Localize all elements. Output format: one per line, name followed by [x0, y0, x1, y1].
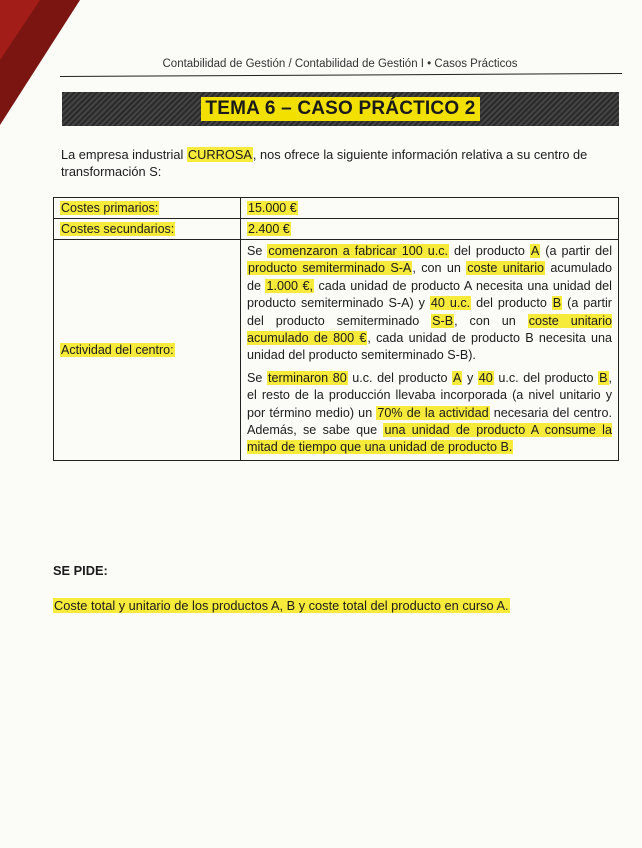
- activity-paragraph-1: [247, 243, 612, 365]
- page-title: TEMA 6 – CASO PRÁCTICO 2: [201, 97, 479, 121]
- secundarios-label-cell: [54, 219, 241, 240]
- actividad-label: Actividad del centro:: [61, 342, 174, 357]
- table-row: [54, 198, 619, 219]
- highlight: 70% de la actividad: [377, 405, 489, 420]
- text: del producto: [449, 244, 530, 258]
- text: necesaria del centro. Además, se sabe que: [247, 405, 612, 438]
- intro-text-end: , nos ofrece la siguiente información relativa a su centro de transformación S:: [61, 147, 588, 179]
- text: , el resto de la producción llevaba incorporada (a nivel unitario y por término medio) un: [247, 370, 613, 420]
- text: acumulado de: [247, 261, 613, 293]
- text: y: [462, 370, 478, 385]
- primarios-value: 15.000 €: [248, 201, 297, 215]
- actividad-description-cell: [241, 240, 619, 461]
- request-highlight: Coste total y unitario de los productos A, B y coste total del producto en curso A.: [54, 598, 509, 613]
- highlight: A: [530, 244, 540, 258]
- highlight: B: [599, 370, 608, 385]
- text: u.c. del producto: [493, 370, 599, 385]
- header-rule: [60, 73, 622, 77]
- highlight: coste unitario acumulado de 800 €: [247, 313, 613, 346]
- highlight: S-B: [432, 313, 454, 328]
- actividad-label-cell: [54, 240, 241, 461]
- text: , con un: [454, 313, 528, 328]
- text: (a partir del producto semiterminado: [247, 296, 612, 328]
- highlight: coste unitario: [467, 261, 545, 276]
- text: del producto: [471, 296, 552, 311]
- info-table: [53, 197, 619, 461]
- text: Se: [247, 370, 267, 385]
- secundarios-label: Costes secundarios:: [61, 222, 175, 236]
- highlight: 40 u.c.: [430, 296, 471, 311]
- activity-paragraph-2: [247, 370, 612, 457]
- text: u.c. del producto: [347, 370, 452, 385]
- table-row: [54, 219, 619, 240]
- text: (a partir del: [540, 244, 612, 258]
- highlight: terminaron 80: [267, 370, 347, 385]
- text: , cada unidad de producto B necesita una unidad del producto semiterminado S-B).: [247, 331, 612, 363]
- highlight: A: [453, 370, 462, 385]
- intro-text: La empresa industrial: [61, 147, 187, 162]
- intro-paragraph: [61, 146, 621, 180]
- secundarios-value-cell: [241, 219, 619, 240]
- corner-decoration-inner: [0, 0, 40, 60]
- running-header: Contabilidad de Gestión / Contabilidad de Gestión I • Casos Prácticos: [162, 58, 518, 70]
- company-name: CURROSA: [187, 147, 252, 162]
- highlight: comenzaron a fabricar 100 u.c.: [268, 244, 449, 258]
- request-text: [53, 598, 510, 613]
- se-pide-heading: SE PIDE:: [53, 563, 108, 578]
- highlight: B: [552, 296, 562, 311]
- primarios-value-cell: [241, 198, 619, 219]
- primarios-label-cell: [54, 198, 241, 219]
- secundarios-value: 2.400 €: [248, 222, 290, 236]
- title-bar: [62, 92, 619, 126]
- table-row: [54, 240, 619, 461]
- text: Se: [247, 244, 268, 258]
- text: cada unidad de producto A necesita una unidad del producto semiterminado S-A) y: [247, 278, 612, 311]
- highlight: 40: [478, 370, 493, 385]
- highlight: una unidad de producto A consume la mitad de tiempo que una unidad de producto B.: [247, 423, 612, 455]
- highlight: 1.000 €,: [266, 278, 313, 293]
- primarios-label: Costes primarios:: [61, 201, 159, 215]
- highlight: producto semiterminado S-A: [248, 261, 412, 276]
- text: , con un: [412, 261, 467, 276]
